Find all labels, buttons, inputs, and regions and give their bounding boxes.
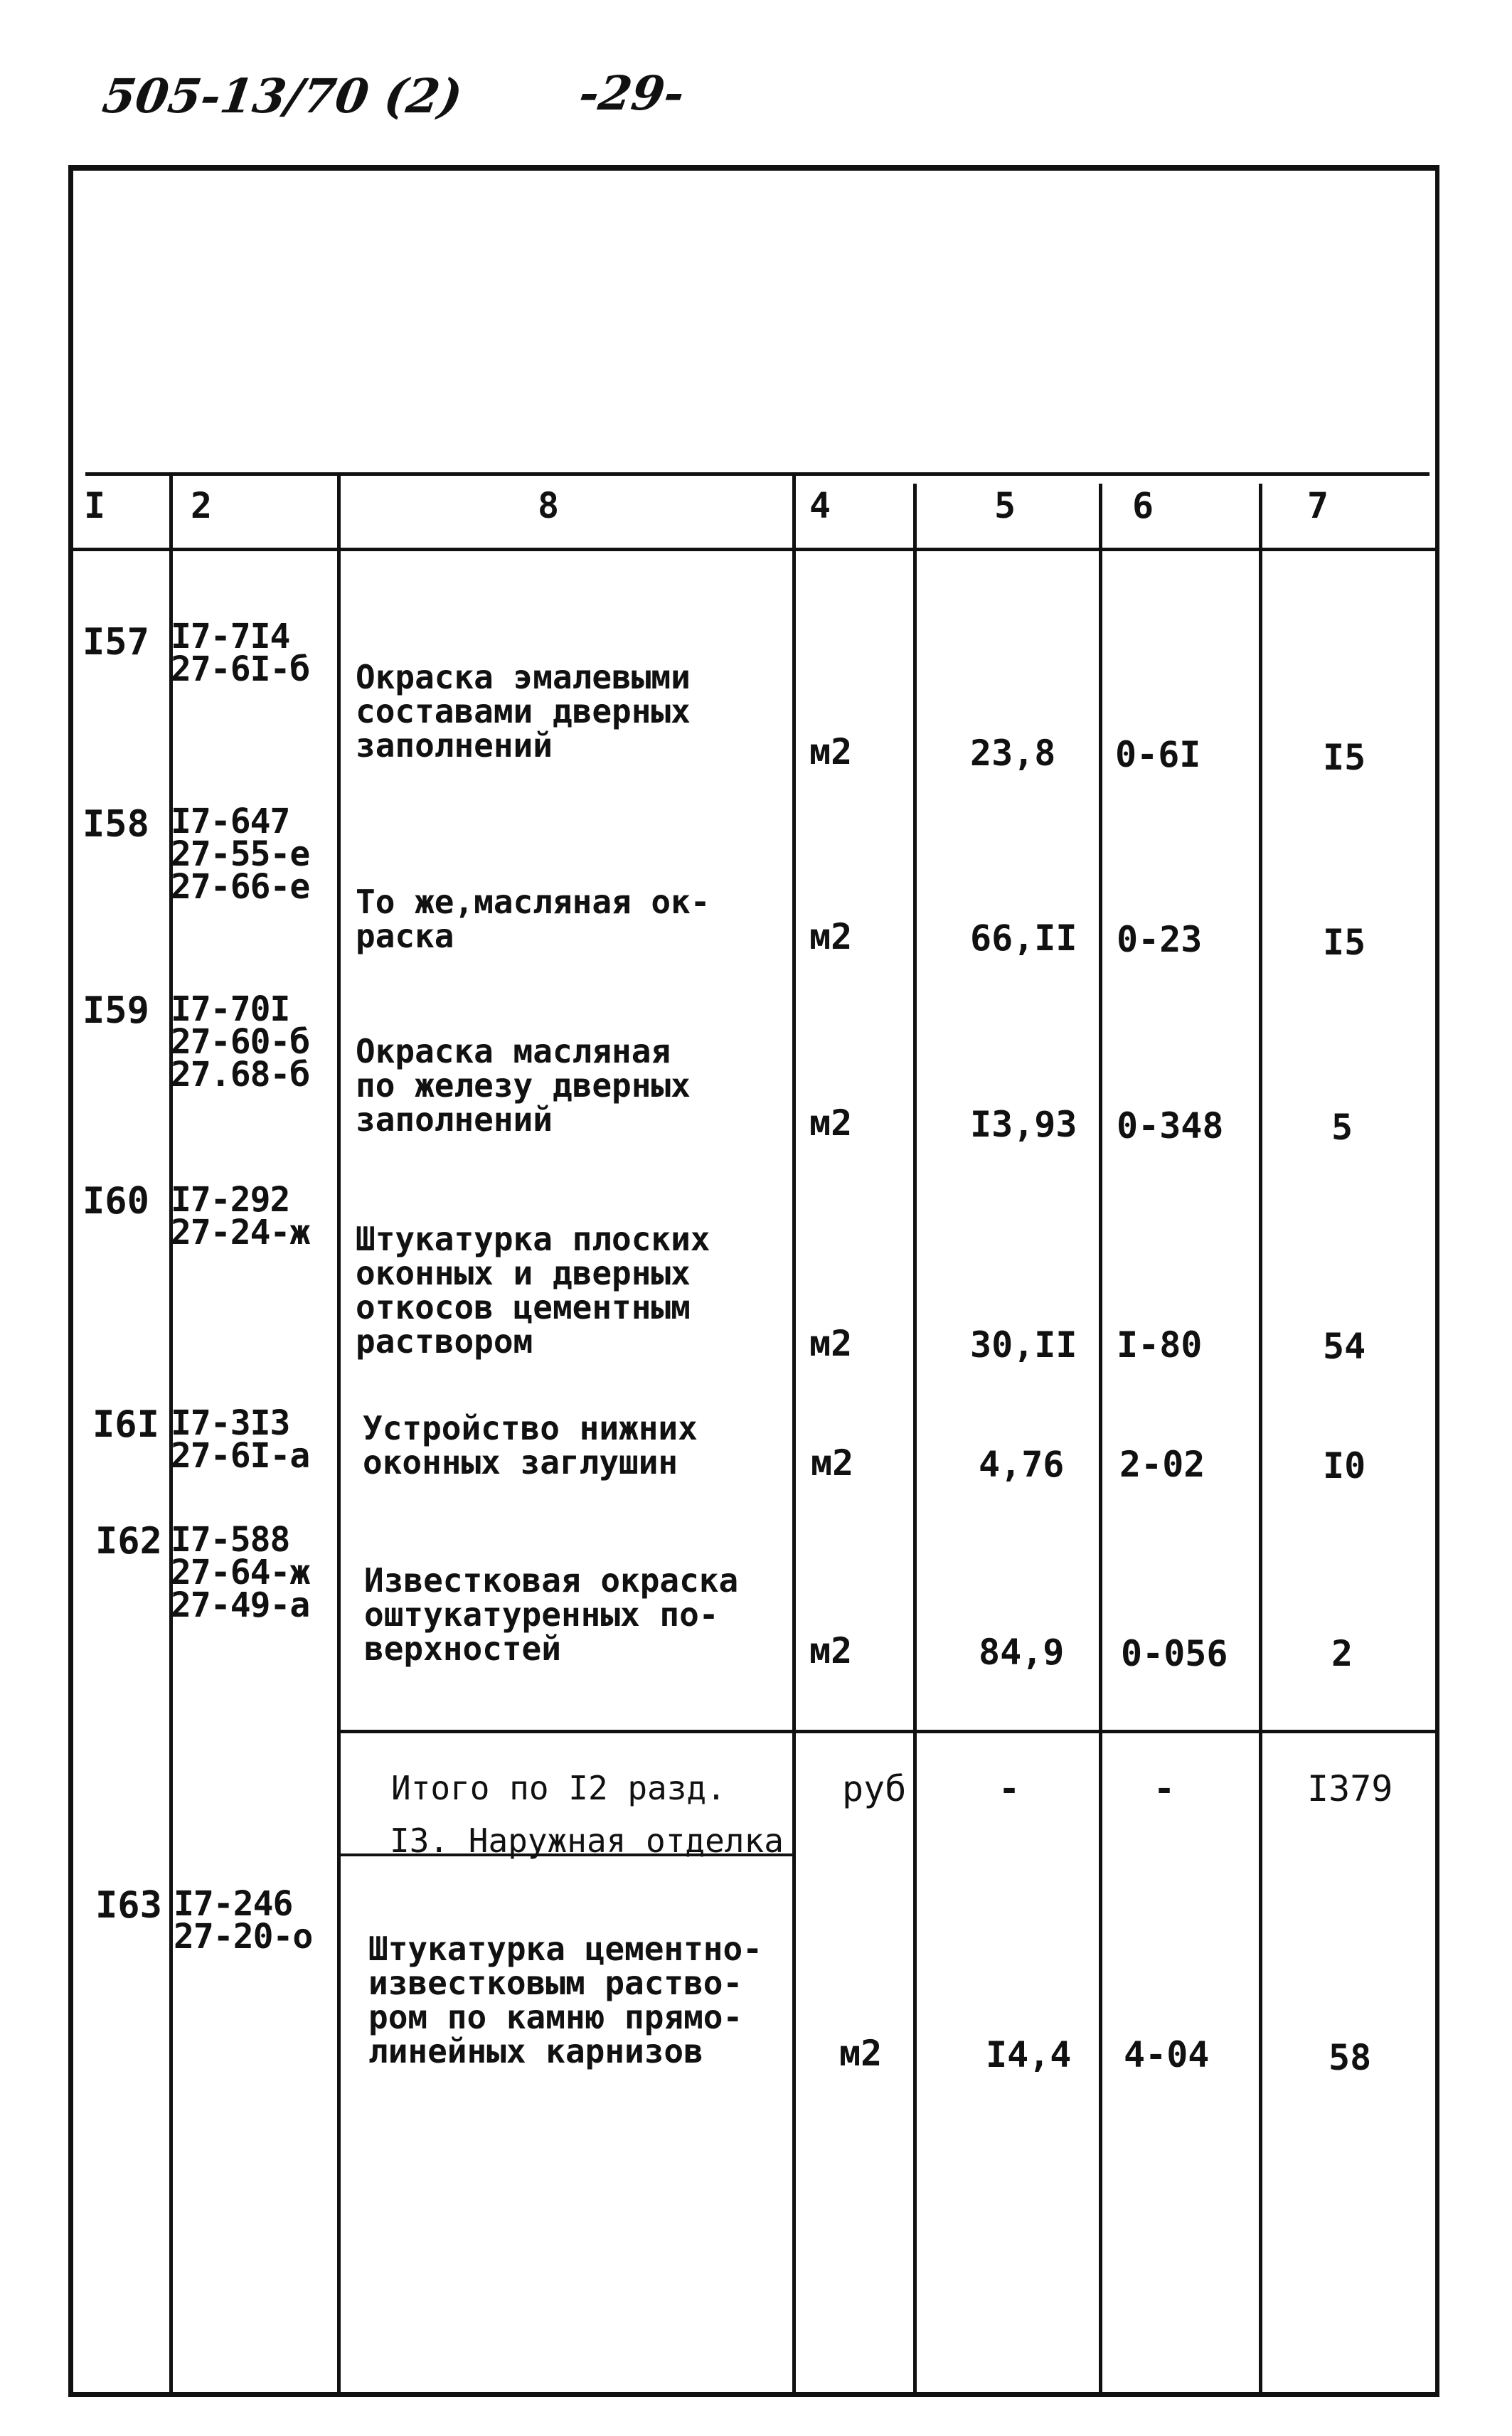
- table-row-codes: I7-647 27-55-е 27-66-е: [171, 802, 310, 907]
- table-row-description: Известковая окраска оштукатуренных по- верхностей: [364, 1561, 739, 1668]
- table-row-quantity: 84,9: [979, 1632, 1065, 1673]
- col-divider-4: [913, 484, 917, 2394]
- table-row-codes: I7-3I3 27-6I-а: [171, 1403, 310, 1476]
- subtotal-unit-price: -: [1154, 1768, 1176, 1809]
- table-row-unit-price: 0-6I: [1115, 734, 1201, 775]
- table-row-quantity: 4,76: [979, 1444, 1065, 1485]
- col-header-6: 6: [1132, 485, 1154, 526]
- table-row-total: 54: [1323, 1326, 1366, 1367]
- table-row-number: I6I: [92, 1403, 159, 1446]
- table-row-unit-price: 2-02: [1119, 1444, 1205, 1485]
- col-header-4: 4: [809, 485, 831, 526]
- table-row-unit: м2: [811, 1442, 854, 1484]
- page-number: -29-: [575, 65, 688, 121]
- table-row-unit-price: 0-056: [1121, 1633, 1228, 1674]
- table-row-number: I58: [82, 803, 149, 846]
- table-row-codes: I7-292 27-24-ж: [171, 1180, 310, 1252]
- table-row-unit: м2: [839, 2033, 883, 2074]
- col-divider-3: [792, 472, 796, 2393]
- header-top-rule: [85, 472, 1430, 476]
- table-row-codes: I7-588 27-64-ж 27-49-а: [171, 1520, 310, 1625]
- table-row-unit-price: I-80: [1117, 1324, 1203, 1366]
- col-divider-6: [1259, 484, 1262, 2394]
- table-row-number: I60: [82, 1180, 149, 1223]
- table-row-description: Штукатурка цементно- известковым раство- ром по камню прямо- линейных карнизов: [368, 1930, 762, 2070]
- table-row-description: Окраска эмалевыми составами дверных заполнений: [356, 658, 691, 765]
- subtotal-label: Итого по I2 разд.: [391, 1769, 726, 1807]
- table-row-unit-price: 0-348: [1117, 1105, 1224, 1147]
- subtotal-total: I379: [1307, 1768, 1393, 1809]
- subtotal-quantity: -: [999, 1768, 1021, 1809]
- table-row-quantity: 30,II: [970, 1324, 1077, 1366]
- table-row-unit: м2: [809, 1102, 853, 1144]
- table-row-unit: м2: [809, 916, 853, 957]
- col-header-7: 7: [1307, 485, 1329, 526]
- table-row-quantity: I3,93: [970, 1104, 1077, 1145]
- table-row-total: 5: [1331, 1107, 1353, 1148]
- table-row-number: I59: [82, 989, 149, 1032]
- table-row-unit-price: 4-04: [1124, 2034, 1210, 2075]
- table-row-unit: м2: [809, 1323, 853, 1364]
- subtotal-unit: руб: [842, 1768, 907, 1809]
- table-row-total: 2: [1331, 1633, 1353, 1674]
- table-row-quantity: I4,4: [986, 2034, 1072, 2075]
- col-header-1: I: [84, 485, 106, 526]
- table-row-quantity: 66,II: [970, 918, 1077, 959]
- table-row-total: I0: [1323, 1445, 1366, 1486]
- table-row-codes: I7-246 27-20-о: [174, 1884, 313, 1957]
- table-row-total: 58: [1329, 2037, 1372, 2078]
- table-row-total: I5: [1323, 737, 1366, 778]
- table-row-unit: м2: [809, 1630, 853, 1671]
- table-row-total: I5: [1323, 922, 1366, 963]
- subtotal-rule: [337, 1730, 1438, 1733]
- table-row-description: Устройство нижних оконных заглушин: [363, 1409, 698, 1482]
- table-row-description: Окраска масляная по железу дверных заполнений: [356, 1032, 691, 1139]
- table-row-number: I62: [95, 1520, 162, 1563]
- col-header-5: 5: [994, 485, 1016, 526]
- header-bottom-rule: [71, 548, 1437, 551]
- table-row-unit-price: 0-23: [1117, 919, 1203, 960]
- table-row-codes: I7-70I 27-60-б 27.68-б: [171, 989, 310, 1095]
- col-header-2: 2: [191, 485, 213, 526]
- table-row-codes: I7-7I4 27-6I-б: [171, 617, 310, 689]
- table-row-unit: м2: [809, 731, 853, 772]
- table-row-quantity: 23,8: [970, 733, 1056, 774]
- col-header-3: 8: [538, 485, 560, 526]
- document-reference: 505-13/70 (2): [99, 68, 466, 124]
- table-row-description: То же,масляная ок- раска: [356, 883, 710, 955]
- table-row-number: I57: [82, 621, 149, 664]
- col-divider-5: [1099, 484, 1102, 2394]
- table-row-number: I63: [95, 1884, 162, 1927]
- section-title: I3. Наружная отделка: [390, 1821, 784, 1860]
- table-row-description: Штукатурка плоских оконных и дверных откосов цементным раствором: [356, 1220, 710, 1361]
- col-divider-2: [337, 472, 341, 2393]
